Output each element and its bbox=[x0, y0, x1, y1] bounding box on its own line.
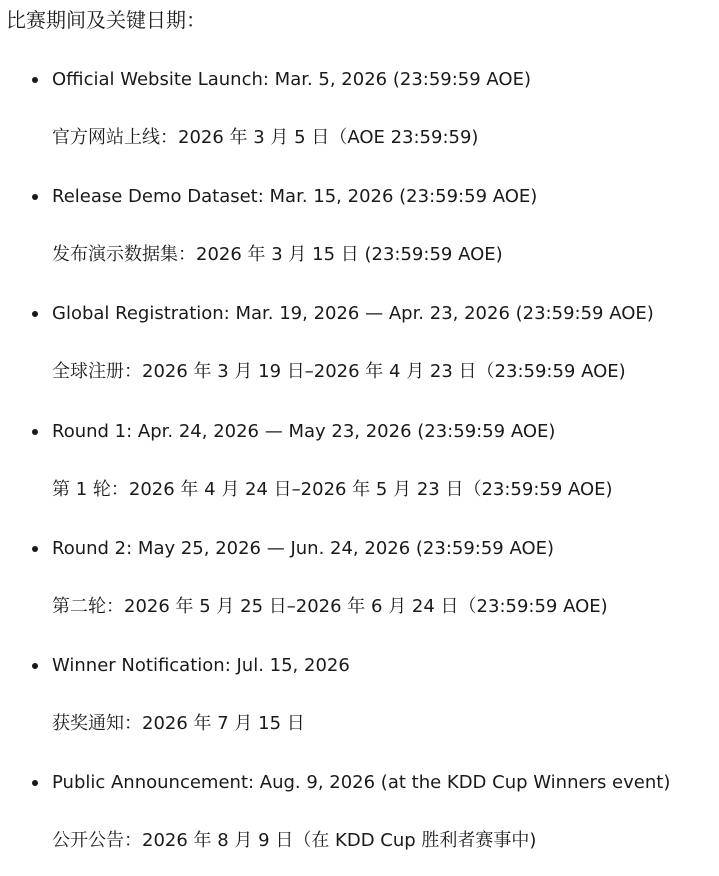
list-item-zh: 公开公告：2026 年 8 月 9 日（在 KDD Cup 胜利者赛事中) bbox=[52, 830, 537, 851]
bullet-icon bbox=[32, 311, 38, 317]
list-item-zh: 官方网站上线：2026 年 3 月 5 日（AOE 23:59:59) bbox=[52, 127, 479, 148]
bullet-icon bbox=[32, 194, 38, 200]
list-item-en: Round 2: May 25, 2026 — Jun. 24, 2026 (23:59:59 AOE) bbox=[52, 538, 555, 559]
list-item-zh: 发布演示数据集：2026 年 3 月 15 日 (23:59:59 AOE) bbox=[52, 244, 503, 265]
list-item-en: Release Demo Dataset: Mar. 15, 2026 (23:59:59 AOE) bbox=[52, 186, 538, 207]
list-item-zh: 第二轮：2026 年 5 月 25 日–2026 年 6 月 24 日（23:59:59 AOE) bbox=[52, 596, 608, 617]
list-item-en: Round 1: Apr. 24, 2026 — May 23, 2026 (23:59:59 AOE) bbox=[52, 421, 556, 442]
list-item-zh: 全球注册：2026 年 3 月 19 日–2026 年 4 月 23 日（23:59:59 AOE) bbox=[52, 361, 626, 382]
list-item-en: Winner Notification: Jul. 15, 2026 bbox=[52, 655, 350, 676]
bullet-icon bbox=[32, 429, 38, 435]
bullet-icon bbox=[32, 663, 38, 669]
bullet-icon bbox=[32, 77, 38, 83]
list-item-zh: 获奖通知：2026 年 7 月 15 日 bbox=[52, 713, 305, 734]
page-heading: 比赛期间及关键日期： bbox=[6, 8, 206, 32]
list-item-en: Official Website Launch: Mar. 5, 2026 (23:59:59 AOE) bbox=[52, 69, 531, 90]
list-item-en: Global Registration: Mar. 19, 2026 — Apr. 23, 2026 (23:59:59 AOE) bbox=[52, 303, 654, 324]
bullet-icon bbox=[32, 546, 38, 552]
list-item-zh: 第 1 轮：2026 年 4 月 24 日–2026 年 5 月 23 日（23:59:59 AOE) bbox=[52, 479, 613, 500]
list-item-en: Public Announcement: Aug. 9, 2026 (at the KDD Cup Winners event) bbox=[52, 772, 671, 793]
bullet-icon bbox=[32, 780, 38, 786]
